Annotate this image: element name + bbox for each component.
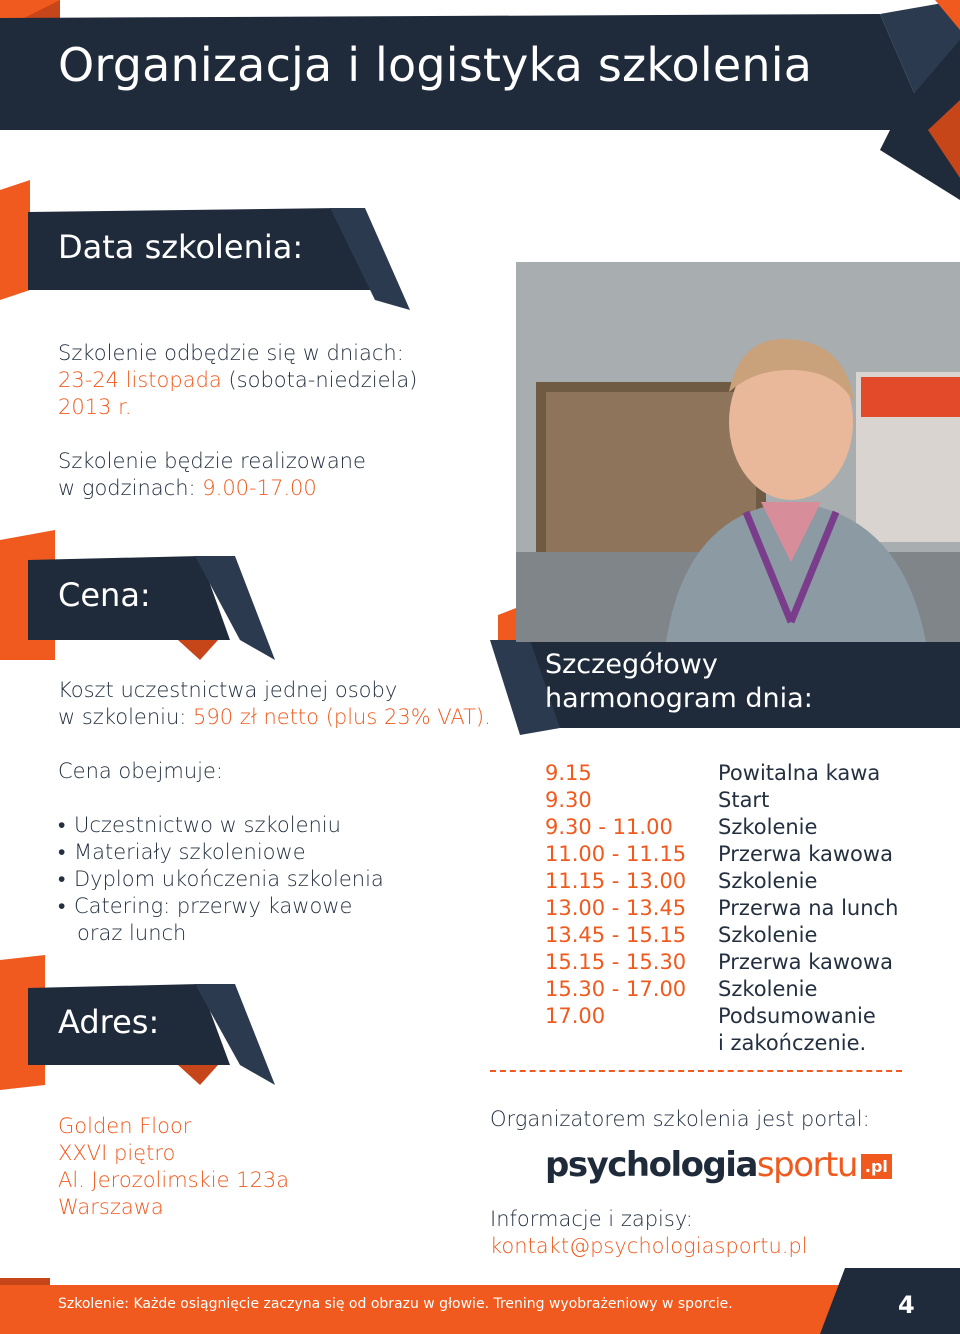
schedule-activity-cont: i zakończenie.: [718, 1031, 867, 1055]
page-title: Organizacja i logistyka szkolenia: [58, 38, 813, 92]
schedule-time: 13.45 - 15.15: [545, 923, 687, 947]
date-line4: Szkolenie będzie realizowane: [58, 449, 366, 473]
schedule-times: [545, 760, 686, 1030]
schedule-heading-line1: Szczegółowy: [545, 649, 718, 680]
schedule-activity: Start: [718, 788, 770, 812]
schedule-activities: [718, 760, 898, 1057]
page-number: 4: [898, 1291, 915, 1319]
date-heading: Data szkolenia:: [58, 228, 304, 266]
schedule-time: 15.30 - 17.00: [545, 977, 687, 1001]
schedule-time: 11.15 - 13.00: [545, 869, 687, 893]
hours-prefix: w godzinach:: [58, 476, 203, 500]
date-line2: [58, 367, 478, 394]
includes-cont: oraz lunch: [77, 921, 187, 945]
price-heading: Cena:: [58, 576, 151, 614]
organizer-info: [490, 1206, 930, 1260]
footer-text: Szkolenie: Każde osiągnięcie zaczyna się od obrazu w głowie. Trening wyobrażeniowy w sporcie.: [58, 1296, 733, 1312]
price-line2: [58, 704, 498, 731]
date-line1: Szkolenie odbędzie się w dniach:: [58, 341, 404, 365]
info-label: Informacje i zapisy:: [490, 1207, 693, 1231]
logo-part1: psychologia: [545, 1145, 757, 1185]
date-highlight: 23-24 listopada: [58, 368, 222, 392]
address-line: Al. Jerozolimskie 123a: [58, 1168, 290, 1192]
psychologiasportu-logo[interactable]: [545, 1145, 892, 1185]
schedule-activity: Przerwa kawowa: [718, 842, 893, 866]
schedule-time: 11.00 - 11.15: [545, 842, 687, 866]
logo-part2: sportu: [756, 1145, 857, 1185]
schedule-activity: Przerwa kawowa: [718, 950, 893, 974]
price-line1: Koszt uczestnictwa jednej osoby: [58, 678, 398, 702]
schedule-activity: Szkolenie: [718, 977, 818, 1001]
date-info: [58, 340, 478, 502]
schedule-time: 9.30 - 11.00: [545, 815, 673, 839]
schedule-heading-line2: harmonogram dnia:: [545, 683, 813, 714]
price-includes: [58, 758, 498, 947]
price-value: 590 zł netto (plus 23% VAT).: [193, 705, 491, 729]
contact-email-link[interactable]: kontakt@psychologiasportu.pl: [490, 1234, 808, 1258]
address-heading: Adres:: [58, 1003, 160, 1041]
address-line: XXVI piętro: [58, 1141, 176, 1165]
includes-item: • Catering: przerwy kawowe: [58, 893, 498, 920]
address-line: Warszawa: [58, 1195, 164, 1219]
schedule-activity: Szkolenie: [718, 869, 818, 893]
schedule-time: 15.15 - 15.30: [545, 950, 687, 974]
includes-list: [58, 812, 498, 920]
schedule-activity: Powitalna kawa: [718, 761, 881, 785]
schedule-time: 9.15: [545, 761, 592, 785]
schedule-time: 17.00: [545, 1004, 606, 1028]
trainer-photo: [516, 262, 960, 642]
schedule-activity: Przerwa na lunch: [718, 896, 899, 920]
schedule-time: 13.00 - 13.45: [545, 896, 687, 920]
schedule-time: 9.30: [545, 788, 592, 812]
address-block: [58, 1113, 458, 1221]
includes-item: • Uczestnictwo w szkoleniu: [58, 812, 498, 839]
address-line: Golden Floor: [58, 1114, 192, 1138]
includes-label: Cena obejmuje:: [58, 759, 223, 783]
organizer-label: Organizatorem szkolenia jest portal:: [490, 1107, 870, 1131]
includes-item: • Dyplom ukończenia szkolenia: [58, 866, 498, 893]
hours-value: 9.00-17.00: [202, 476, 317, 500]
date-rest: (sobota-niedziela): [221, 368, 418, 392]
date-year: 2013 r.: [58, 395, 132, 419]
schedule-heading: [545, 648, 813, 716]
dashed-divider: [490, 1070, 902, 1072]
schedule-activity: Szkolenie: [718, 923, 818, 947]
schedule-activity: Szkolenie: [718, 815, 818, 839]
logo-tld: .pl: [861, 1154, 892, 1179]
price-prefix: w szkoleniu:: [58, 705, 194, 729]
price-info: [58, 677, 498, 731]
trainer-photo-illustration: [516, 262, 960, 642]
date-hours-line: [58, 475, 478, 502]
includes-item: • Materiały szkoleniowe: [58, 839, 498, 866]
schedule-activity: Podsumowanie: [718, 1004, 876, 1028]
